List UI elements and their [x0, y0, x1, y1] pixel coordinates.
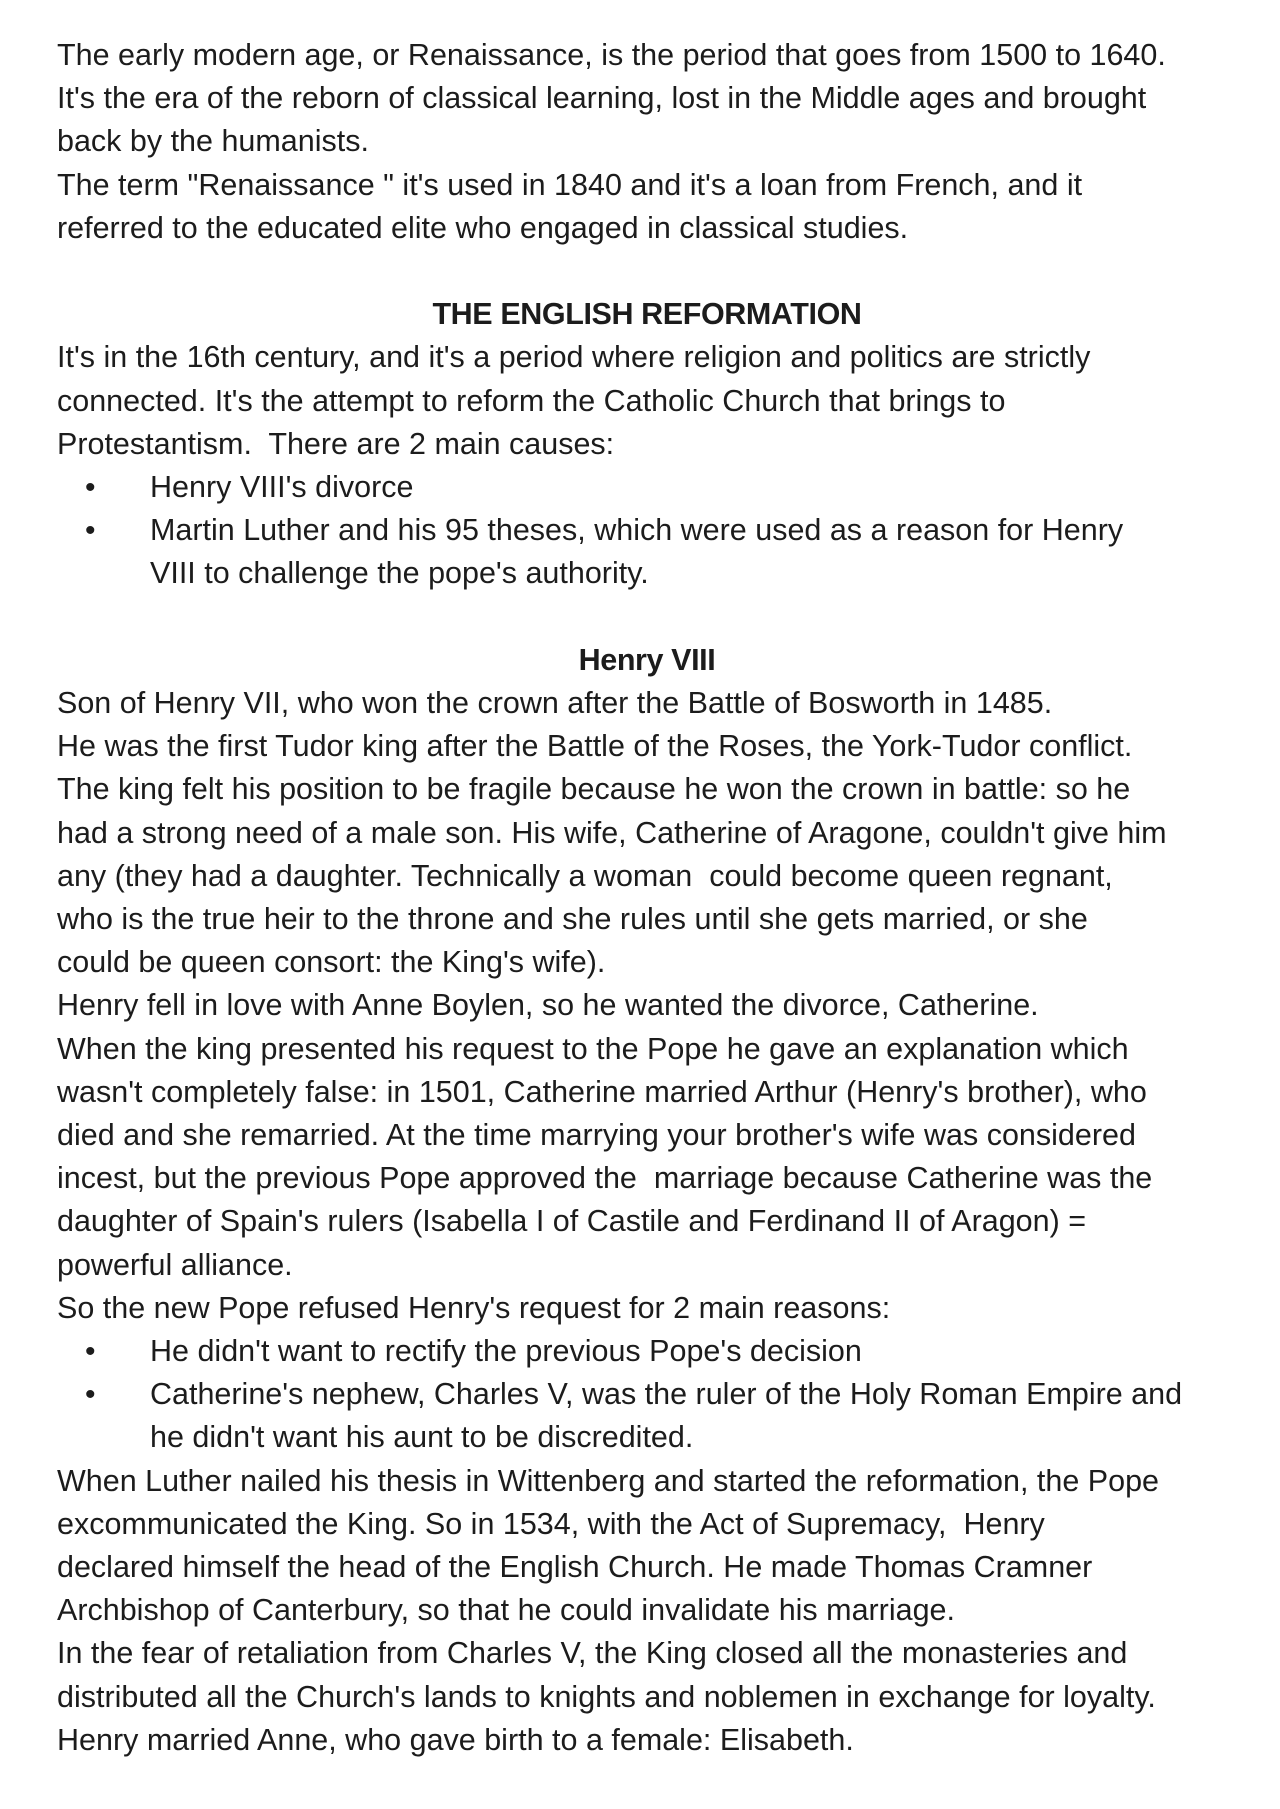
reformation-line: connected. It's the attempt to reform the Catholic Church that brings to	[57, 383, 1006, 418]
causes-list	[57, 466, 1237, 596]
henry-line: He was the first Tudor king after the Battle of the Roses, the York-Tudor conflict.	[57, 729, 1133, 764]
list-item-line: Catherine's nephew, Charles V, was the ruler of the Holy Roman Empire and	[150, 1377, 1183, 1412]
henry-section	[57, 639, 1237, 1762]
list-item-line: he didn't want his aunt to be discredited.	[150, 1420, 694, 1455]
reformation-section	[57, 293, 1237, 595]
reformation-line: It's in the 16th century, and it's a period where religion and politics are strictly	[57, 340, 1091, 375]
bullet-icon: •	[85, 471, 96, 505]
intro-section	[57, 34, 1237, 250]
intro-line: The early modern age, or Renaissance, is the period that goes from 1500 to 1640.	[57, 38, 1166, 72]
reformation-heading: THE ENGLISH REFORMATION	[432, 297, 862, 332]
document-page	[57, 34, 1237, 1762]
henry-line: In the fear of retaliation from Charles V, the King closed all the monasteries and	[57, 1636, 1128, 1671]
henry-line: The king felt his position to be fragile because he won the crown in battle: so he	[57, 772, 1131, 807]
bullet-icon: •	[85, 1378, 96, 1412]
list-item	[57, 1373, 1237, 1459]
henry-line: could be queen consort: the King's wife).	[57, 945, 606, 980]
henry-line: Henry married Anne, who gave birth to a female: Elisabeth.	[57, 1722, 854, 1757]
henry-line: any (they had a daughter. Technically a woman could become queen regnant,	[57, 858, 1113, 893]
henry-line: powerful alliance.	[57, 1247, 293, 1282]
list-item-line: VIII to challenge the pope's authority.	[150, 556, 649, 591]
henry-line: Henry fell in love with Anne Boylen, so he wanted the divorce, Catherine.	[57, 988, 1039, 1023]
section-spacer	[57, 596, 1237, 639]
henry-line: had a strong need of a male son. His wife, Catherine of Aragone, couldn't give him	[57, 815, 1167, 850]
henry-line: daughter of Spain's rulers (Isabella I of Castile and Ferdinand II of Aragon) =	[57, 1204, 1087, 1239]
henry-line: Archbishop of Canterbury, so that he could invalidate his marriage.	[57, 1593, 955, 1628]
intro-line: referred to the educated elite who engaged in classical studies.	[57, 210, 909, 245]
bullet-icon: •	[85, 514, 96, 548]
henry-line: declared himself the head of the English Church. He made Thomas Cramner	[57, 1550, 1093, 1585]
henry-heading: Henry VIII	[578, 642, 716, 677]
henry-line: who is the true heir to the throne and she rules until she gets married, or she	[57, 902, 1088, 937]
henry-line: So the new Pope refused Henry's request for 2 main reasons:	[57, 1290, 891, 1325]
list-item-line: Martin Luther and his 95 theses, which were used as a reason for Henry	[150, 513, 1124, 548]
henry-line: distributed all the Church's lands to knights and noblemen in exchange for loyalty.	[57, 1679, 1156, 1714]
list-item	[57, 509, 1237, 595]
intro-line: back by the humanists.	[57, 124, 369, 159]
section-spacer	[57, 250, 1237, 293]
list-item	[57, 1330, 1237, 1373]
henry-line: wasn't completely false: in 1501, Catherine married Arthur (Henry's brother), who	[57, 1074, 1147, 1109]
intro-line: It's the era of the reborn of classical learning, lost in the Middle ages and brought	[57, 81, 1147, 116]
reasons-list	[57, 1330, 1237, 1460]
list-item-line: He didn't want to rectify the previous Pope's decision	[150, 1334, 862, 1369]
henry-line: Son of Henry VII, who won the crown after the Battle of Bosworth in 1485.	[57, 686, 1053, 721]
list-item-line: Henry VIII's divorce	[150, 470, 414, 505]
reformation-line: Protestantism. There are 2 main causes:	[57, 426, 615, 461]
henry-line: When the king presented his request to the Pope he gave an explanation which	[57, 1031, 1129, 1066]
henry-line: When Luther nailed his thesis in Wittenberg and started the reformation, the Pope	[57, 1463, 1160, 1498]
henry-line: excommunicated the King. So in 1534, with the Act of Supremacy, Henry	[57, 1506, 1045, 1541]
henry-line: incest, but the previous Pope approved the marriage because Catherine was the	[57, 1161, 1153, 1196]
list-item	[57, 466, 1237, 509]
bullet-icon: •	[85, 1335, 96, 1369]
intro-line: The term "Renaissance " it's used in 1840 and it's a loan from French, and it	[57, 167, 1083, 202]
henry-line: died and she remarried. At the time marrying your brother's wife was considered	[57, 1118, 1136, 1153]
